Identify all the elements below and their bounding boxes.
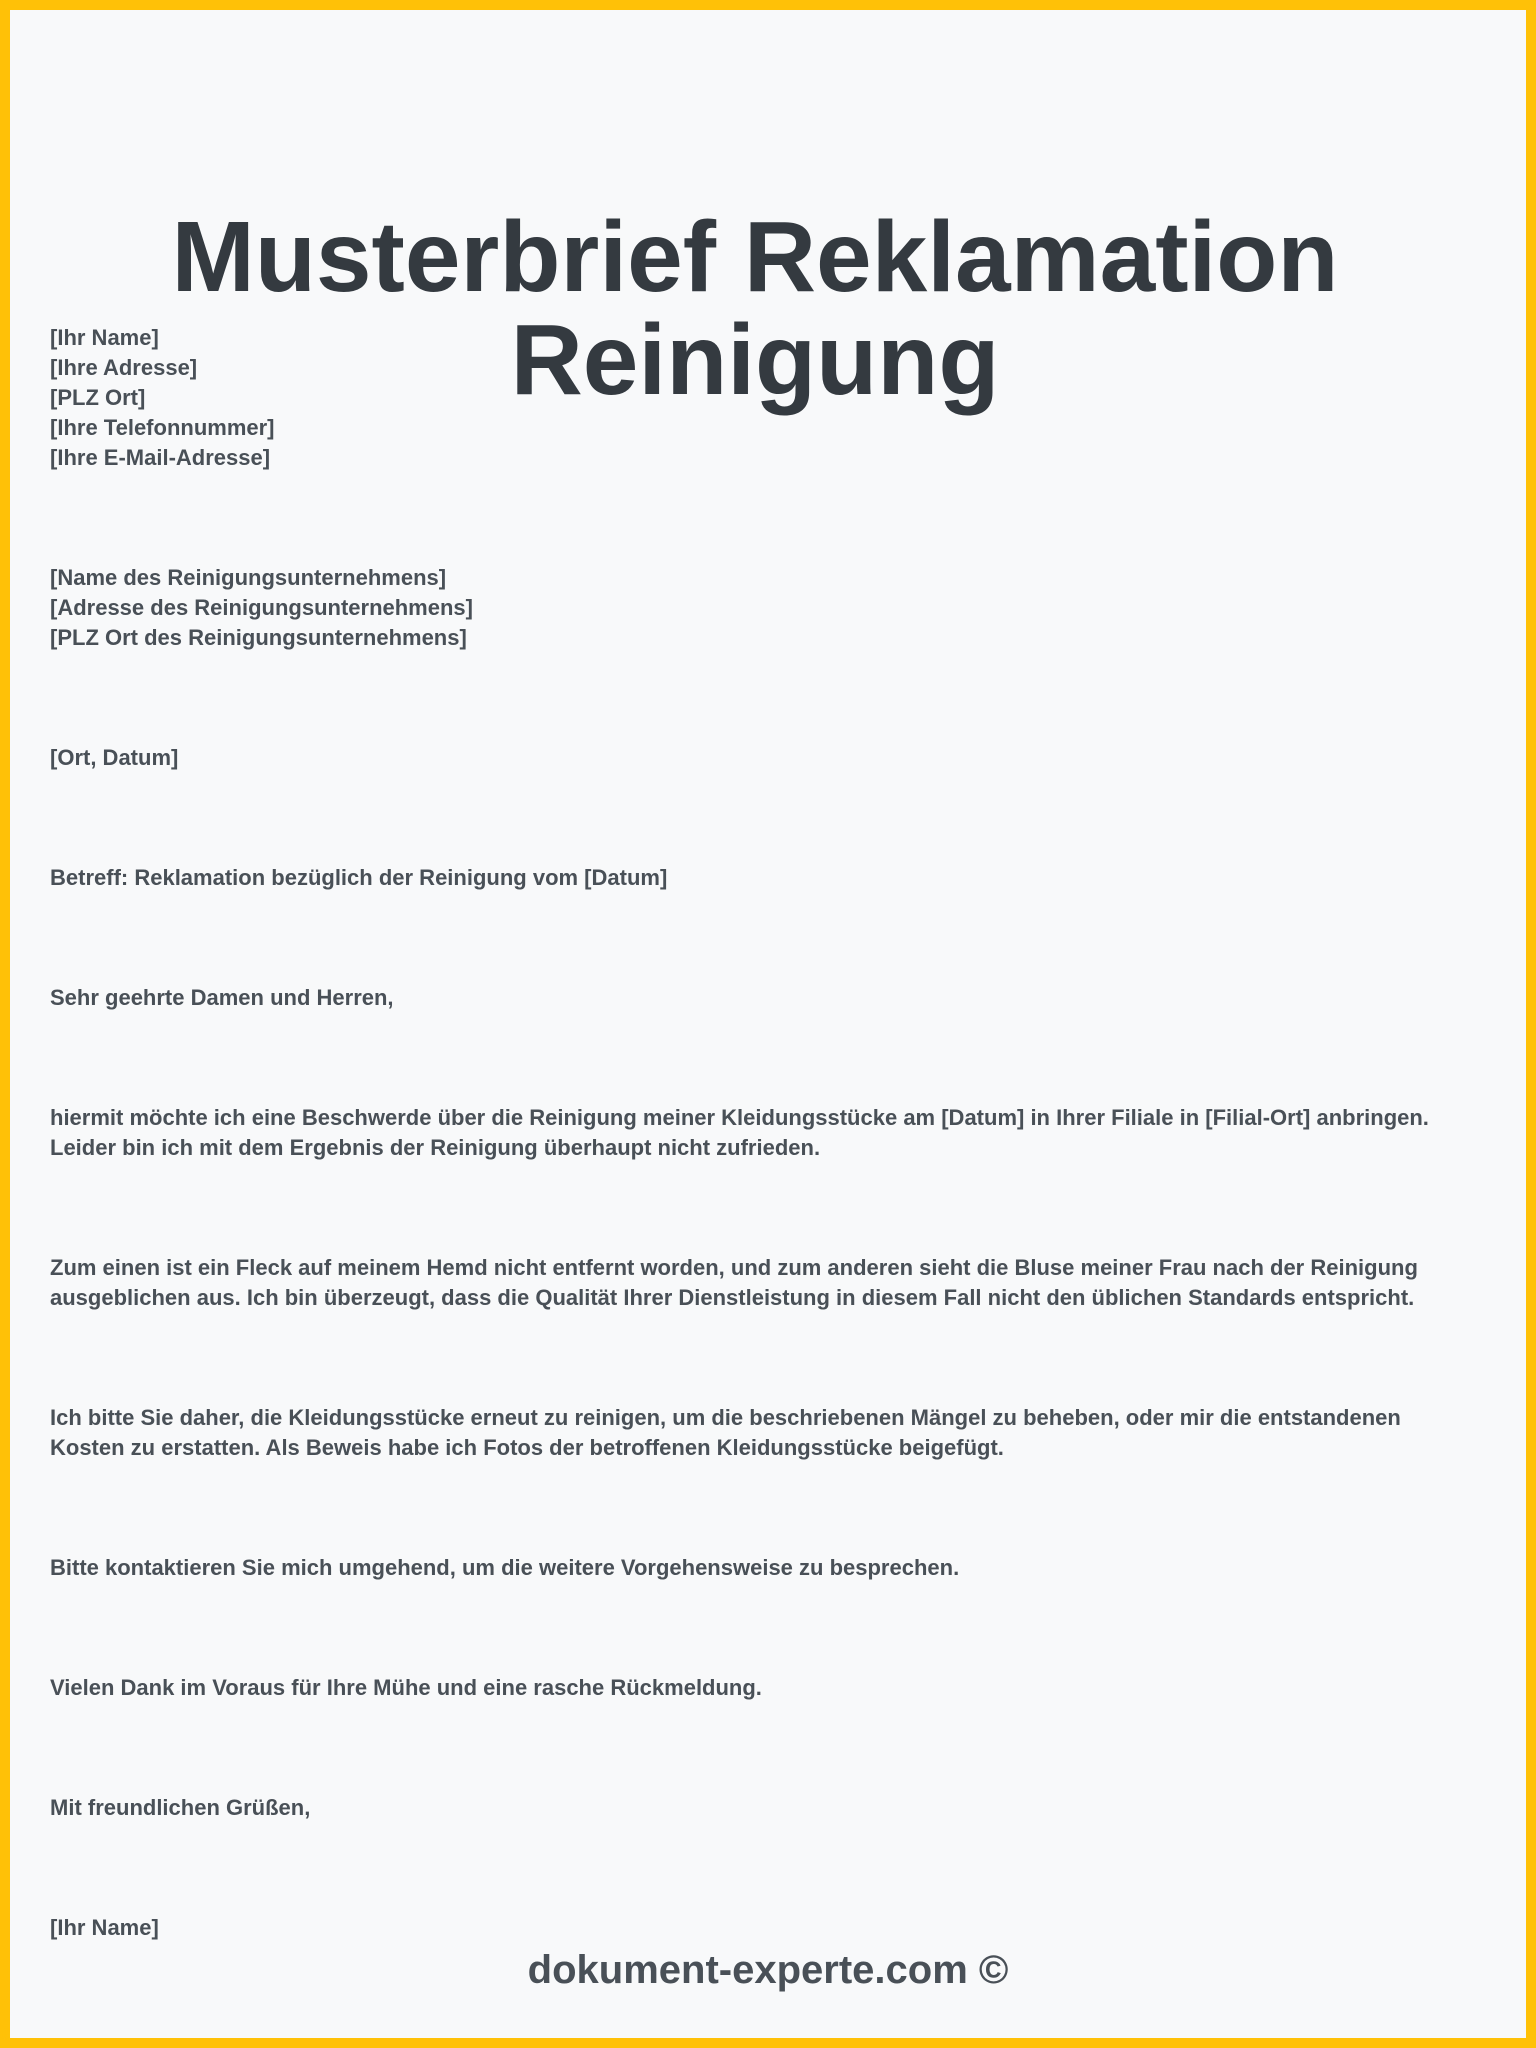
sender-name: [Ihr Name] [50, 325, 159, 350]
paragraph: hiermit möchte ich eine Beschwerde über die Reinigung meiner Kleidungsstücke am [Datum] in Ihrer Filiale in [Filial-Ort] anbringen. Leider bin ich mit dem Ergebnis der Reinigung überhaupt nicht zufrieden. [50, 1105, 1429, 1160]
recipient-address [50, 563, 1470, 653]
closing: Mit freundlichen Grüßen, [50, 1795, 311, 1820]
subject-line: Betreff: Reklamation bezüglich der Reinigung vom [Datum] [50, 865, 668, 890]
paragraph: Ich bitte Sie daher, die Kleidungsstücke erneut zu reinigen, um die beschriebenen Mängel zu beheben, oder mir die entstandenen Kosten zu erstatten. Als Beweis habe ich Fotos der betroffenen Kleidungsstücke beigefügt. [50, 1405, 1401, 1460]
document-page [10, 10, 1526, 2038]
sender-phone: [Ihre Telefonnummer] [50, 415, 275, 440]
title-line-1: Musterbrief Reklamation [171, 201, 1339, 313]
signature: [Ihr Name] [50, 1915, 159, 1940]
recipient-name: [Name des Reinigungsunternehmens] [50, 565, 447, 590]
footer-watermark: dokument-experte.com © [527, 1948, 1009, 1992]
salutation: Sehr geehrte Damen und Herren, [50, 985, 394, 1010]
paragraph: Vielen Dank im Voraus für Ihre Mühe und eine rasche Rückmeldung. [50, 1675, 762, 1700]
sender-street: [Ihre Adresse] [50, 355, 198, 380]
letter-body [50, 323, 1470, 2033]
sender-city: [PLZ Ort] [50, 385, 146, 410]
recipient-street: [Adresse des Reinigungsunternehmens] [50, 595, 473, 620]
paragraph: Bitte kontaktieren Sie mich umgehend, um die weitere Vorgehensweise zu besprechen. [50, 1555, 960, 1580]
title-line-2: Reinigung [510, 304, 1000, 416]
sender-address [50, 323, 1470, 473]
recipient-city: [PLZ Ort des Reinigungsunternehmens] [50, 625, 467, 650]
place-date: [Ort, Datum] [50, 745, 179, 770]
paragraph: Zum einen ist ein Fleck auf meinem Hemd nicht entfernt worden, und zum anderen sieht die Bluse meiner Frau nach der Reinigung ausgeblichen aus. Ich bin überzeugt, dass die Qualität Ihrer Dienstleistung in diesem Fall nicht den üblichen Standards entspricht. [50, 1255, 1418, 1310]
sender-email: [Ihre E-Mail-Adresse] [50, 445, 271, 470]
